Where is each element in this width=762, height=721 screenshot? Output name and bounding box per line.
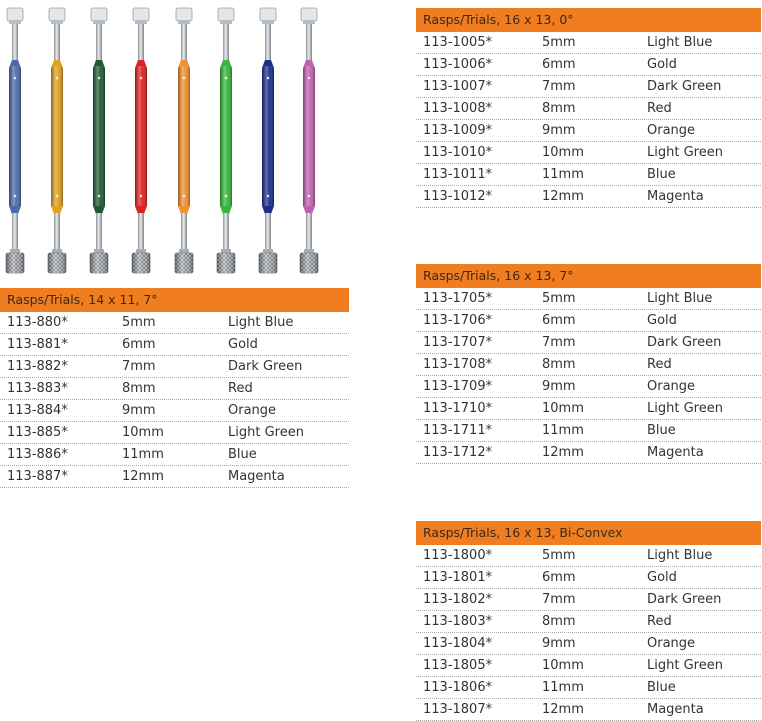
- table-row: [416, 677, 761, 699]
- table-row: [0, 378, 349, 400]
- size: 7mm: [542, 335, 576, 350]
- table-row: [0, 444, 349, 466]
- table-row: [416, 589, 761, 611]
- color: Red: [228, 381, 253, 396]
- table-row: [416, 332, 761, 354]
- size: 6mm: [542, 313, 576, 328]
- table-rasps-16x13-biconvex: [416, 521, 761, 721]
- table-row: [416, 142, 761, 164]
- size: 12mm: [542, 445, 584, 460]
- table-row: [416, 633, 761, 655]
- part-number: 113-1706*: [423, 313, 493, 328]
- size: 8mm: [542, 357, 576, 372]
- color: Magenta: [647, 702, 704, 717]
- color: Magenta: [647, 445, 704, 460]
- table-row: [0, 400, 349, 422]
- color: Gold: [647, 570, 677, 585]
- part-number: 113-1712*: [423, 445, 493, 460]
- part-number: 113-1805*: [423, 658, 493, 673]
- size: 8mm: [542, 614, 576, 629]
- color: Light Blue: [647, 548, 713, 563]
- table-row: [0, 312, 349, 334]
- table-title: Rasps/Trials, 14 x 11, 7°: [0, 288, 349, 312]
- size: 9mm: [542, 636, 576, 651]
- size: 9mm: [542, 123, 576, 138]
- table-rasps-16x13-7: [416, 264, 761, 464]
- rasp-instrument: [259, 8, 277, 273]
- size: 11mm: [542, 423, 584, 438]
- part-number: 113-1705*: [423, 291, 493, 306]
- color: Dark Green: [647, 335, 722, 350]
- color: Blue: [228, 447, 257, 462]
- color: Blue: [647, 680, 676, 695]
- table-rasps-16x13-0: [416, 8, 761, 208]
- color: Orange: [647, 123, 696, 138]
- part-number: 113-887*: [7, 469, 68, 484]
- color: Red: [647, 357, 672, 372]
- size: 6mm: [122, 337, 156, 352]
- part-number: 113-1011*: [423, 167, 493, 182]
- part-number: 113-885*: [7, 425, 68, 440]
- size: 10mm: [122, 425, 164, 440]
- size: 7mm: [542, 592, 576, 607]
- table-row: [416, 98, 761, 120]
- size: 10mm: [542, 401, 584, 416]
- size: 10mm: [542, 658, 584, 673]
- color: Blue: [647, 167, 676, 182]
- size: 11mm: [542, 167, 584, 182]
- size: 5mm: [542, 35, 576, 50]
- table-row: [416, 288, 761, 310]
- table-row: [416, 611, 761, 633]
- table-row: [416, 545, 761, 567]
- part-number: 113-1802*: [423, 592, 493, 607]
- color: Gold: [647, 313, 677, 328]
- part-number: 113-1009*: [423, 123, 493, 138]
- rasp-instrument: [132, 8, 150, 273]
- part-number: 113-1807*: [423, 702, 493, 717]
- table-row: [416, 442, 761, 464]
- table-row: [416, 354, 761, 376]
- part-number: 113-1801*: [423, 570, 493, 585]
- color: Light Green: [647, 145, 723, 160]
- table-row: [0, 422, 349, 444]
- rasp-instrument: [217, 8, 235, 273]
- part-number: 113-1710*: [423, 401, 493, 416]
- table-row: [416, 699, 761, 721]
- table-title: Rasps/Trials, 16 x 13, Bi-Convex: [416, 521, 761, 545]
- size: 8mm: [122, 381, 156, 396]
- color: Light Blue: [647, 291, 713, 306]
- table-row: [416, 420, 761, 442]
- color: Light Blue: [228, 315, 294, 330]
- size: 11mm: [122, 447, 164, 462]
- table-row: [416, 186, 761, 208]
- part-number: 113-1010*: [423, 145, 493, 160]
- part-number: 113-1007*: [423, 79, 493, 94]
- size: 8mm: [542, 101, 576, 116]
- table-row: [0, 466, 349, 488]
- color: Orange: [647, 379, 696, 394]
- part-number: 113-884*: [7, 403, 68, 418]
- size: 9mm: [122, 403, 156, 418]
- part-number: 113-1803*: [423, 614, 493, 629]
- part-number: 113-1709*: [423, 379, 493, 394]
- part-number: 113-1800*: [423, 548, 493, 563]
- table-row: [416, 310, 761, 332]
- size: 6mm: [542, 570, 576, 585]
- table-row: [416, 120, 761, 142]
- size: 7mm: [542, 79, 576, 94]
- rasp-instrument: [90, 8, 108, 273]
- rasp-instrument: [175, 8, 193, 273]
- size: 6mm: [542, 57, 576, 72]
- size: 5mm: [542, 291, 576, 306]
- part-number: 113-882*: [7, 359, 68, 374]
- part-number: 113-1708*: [423, 357, 493, 372]
- color: Gold: [647, 57, 677, 72]
- size: 5mm: [542, 548, 576, 563]
- part-number: 113-883*: [7, 381, 68, 396]
- table-row: [0, 356, 349, 378]
- table-title: Rasps/Trials, 16 x 13, 7°: [416, 264, 761, 288]
- table-title: Rasps/Trials, 16 x 13, 0°: [416, 8, 761, 32]
- table-row: [416, 32, 761, 54]
- part-number: 113-880*: [7, 315, 68, 330]
- part-number: 113-1006*: [423, 57, 493, 72]
- size: 12mm: [542, 702, 584, 717]
- part-number: 113-1806*: [423, 680, 493, 695]
- table-row: [416, 655, 761, 677]
- color: Magenta: [228, 469, 285, 484]
- rasp-instrument: [300, 8, 318, 273]
- size: 9mm: [542, 379, 576, 394]
- color: Red: [647, 614, 672, 629]
- table-rasps-14x11-7: [0, 288, 349, 488]
- rasp-instruments-photo: [0, 0, 340, 285]
- color: Dark Green: [647, 79, 722, 94]
- size: 12mm: [542, 189, 584, 204]
- part-number: 113-1804*: [423, 636, 493, 651]
- table-row: [416, 376, 761, 398]
- size: 5mm: [122, 315, 156, 330]
- rasp-instrument: [6, 8, 24, 273]
- color: Blue: [647, 423, 676, 438]
- part-number: 113-881*: [7, 337, 68, 352]
- color: Dark Green: [647, 592, 722, 607]
- part-number: 113-886*: [7, 447, 68, 462]
- rasp-instrument: [48, 8, 66, 273]
- size: 12mm: [122, 469, 164, 484]
- color: Light Green: [647, 658, 723, 673]
- table-row: [0, 334, 349, 356]
- table-row: [416, 54, 761, 76]
- table-row: [416, 76, 761, 98]
- part-number: 113-1707*: [423, 335, 493, 350]
- color: Red: [647, 101, 672, 116]
- part-number: 113-1005*: [423, 35, 493, 50]
- part-number: 113-1008*: [423, 101, 493, 116]
- color: Dark Green: [228, 359, 303, 374]
- part-number: 113-1711*: [423, 423, 493, 438]
- size: 7mm: [122, 359, 156, 374]
- color: Magenta: [647, 189, 704, 204]
- table-row: [416, 164, 761, 186]
- color: Orange: [647, 636, 696, 651]
- table-row: [416, 398, 761, 420]
- color: Orange: [228, 403, 277, 418]
- table-row: [416, 567, 761, 589]
- size: 11mm: [542, 680, 584, 695]
- color: Light Green: [647, 401, 723, 416]
- color: Light Green: [228, 425, 304, 440]
- size: 10mm: [542, 145, 584, 160]
- part-number: 113-1012*: [423, 189, 493, 204]
- color: Gold: [228, 337, 258, 352]
- color: Light Blue: [647, 35, 713, 50]
